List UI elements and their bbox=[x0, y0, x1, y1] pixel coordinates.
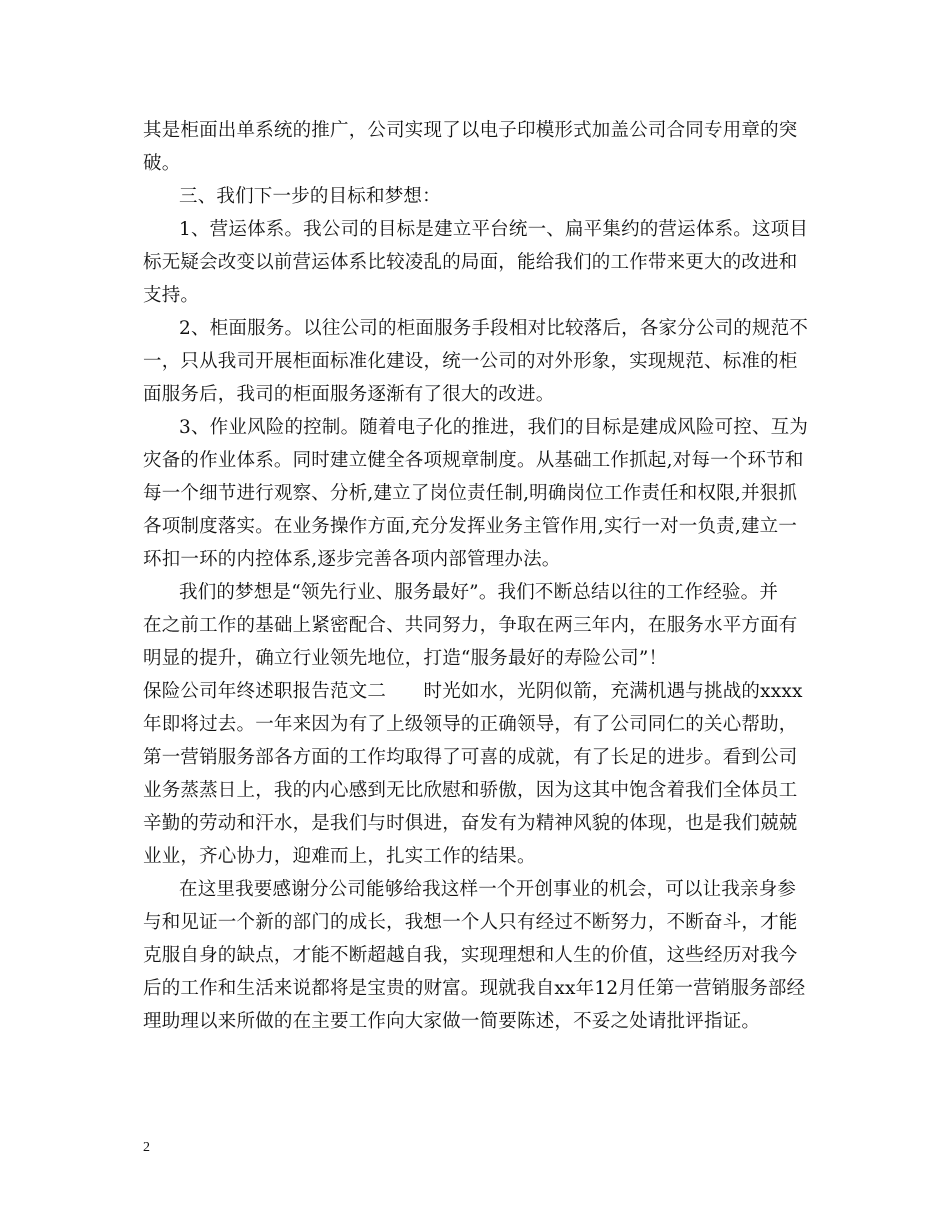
text-line: 在之前工作的基础上紧密配合、共同努力，争取在两三年内，在服务水平方面有 bbox=[143, 615, 798, 636]
text-line: 标无疑会改变以前营运体系比较凌乱的局面，能给我们的工作带来更大的改进和 bbox=[143, 252, 798, 273]
text-line: 其是柜面出单系统的推广，公司实现了以电子印模形式加盖公司合同专用章的突 bbox=[143, 120, 798, 141]
text-line: 灾备的作业体系。同时建立健全各项规章制度。从基础工作抓起,对每一个环节和 bbox=[143, 450, 804, 471]
text-line: 业业，齐心协力，迎难而上，扎实工作的结果。 bbox=[143, 846, 536, 867]
text-line: 业务蒸蒸日上，我的内心感到无比欣慰和骄傲，因为这其中饱含着我们全体员工 bbox=[143, 780, 798, 801]
text-line: 明显的提升，确立行业领先地位，打造“服务最好的寿险公司”！ bbox=[143, 648, 668, 669]
text-line: 与和见证一个新的部门的成长，我想一个人只有经过不断努力，不断奋斗，才能 bbox=[143, 912, 798, 933]
text-line: 辛勤的劳动和汗水，是我们与时俱进，奋发有为精神风貌的体现，也是我们兢兢 bbox=[143, 813, 798, 834]
text-line: 后的工作和生活来说都将是宝贵的财富。现就我自xx年12月任第一营销服务部经 bbox=[143, 978, 806, 999]
text-line: 1、营运体系。我公司的目标是建立平台统一、扁平集约的营运体系。这项目 bbox=[179, 219, 809, 240]
text-line: 环扣一环的内控体系,逐步完善各项内部管理办法。 bbox=[143, 549, 561, 570]
text-line: 各项制度落实。在业务操作方面,充分发挥业务主管作用,实行一对一负责,建立一 bbox=[143, 516, 798, 537]
text-line: 3、作业风险的控制。随着电子化的推进，我们的目标是建成风险可控、互为 bbox=[179, 417, 809, 438]
text-line: 每一个细节进行观察、分析,建立了岗位责任制,明确岗位工作责任和权限,并狠抓 bbox=[143, 483, 798, 504]
text-line: 2、柜面服务。以往公司的柜面服务手段相对比较落后，各家分公司的规范不 bbox=[179, 318, 809, 339]
report-title-line: 保险公司年终述职报告范文二 时光如水，光阴似箭，充满机遇与挑战的xxxx bbox=[143, 681, 803, 702]
text-line: 年即将过去。一年来因为有了上级领导的正确领导，有了公司同仁的关心帮助， bbox=[143, 714, 798, 735]
text-line: 我们的梦想是“领先行业、服务最好”。我们不断总结以往的工作经验。并 bbox=[179, 582, 779, 603]
text-line: 第一营销服务部各方面的工作均取得了可喜的成就，有了长足的进步。看到公司 bbox=[143, 747, 798, 768]
text-line: 支持。 bbox=[143, 285, 200, 306]
text-line: 理助理以来所做的在主要工作向大家做一简要陈述，不妥之处请批评指证。 bbox=[143, 1011, 761, 1032]
section-heading: 三、我们下一步的目标和梦想： bbox=[179, 186, 441, 207]
document-body bbox=[143, 114, 811, 1038]
text-line: 克服自身的缺点，才能不断超越自我，实现理想和人生的价值，这些经历对我今 bbox=[143, 945, 798, 966]
text-line: 面服务后，我司的柜面服务逐渐有了很大的改进。 bbox=[143, 384, 555, 405]
page-number: 2 bbox=[143, 1140, 150, 1155]
text-line: 破。 bbox=[143, 153, 181, 174]
text-line: 一，只从我司开展柜面标准化建设，统一公司的对外形象，实现规范、标准的柜 bbox=[143, 351, 798, 372]
text-line: 在这里我要感谢分公司能够给我这样一个开创事业的机会，可以让我亲身参 bbox=[179, 879, 797, 900]
